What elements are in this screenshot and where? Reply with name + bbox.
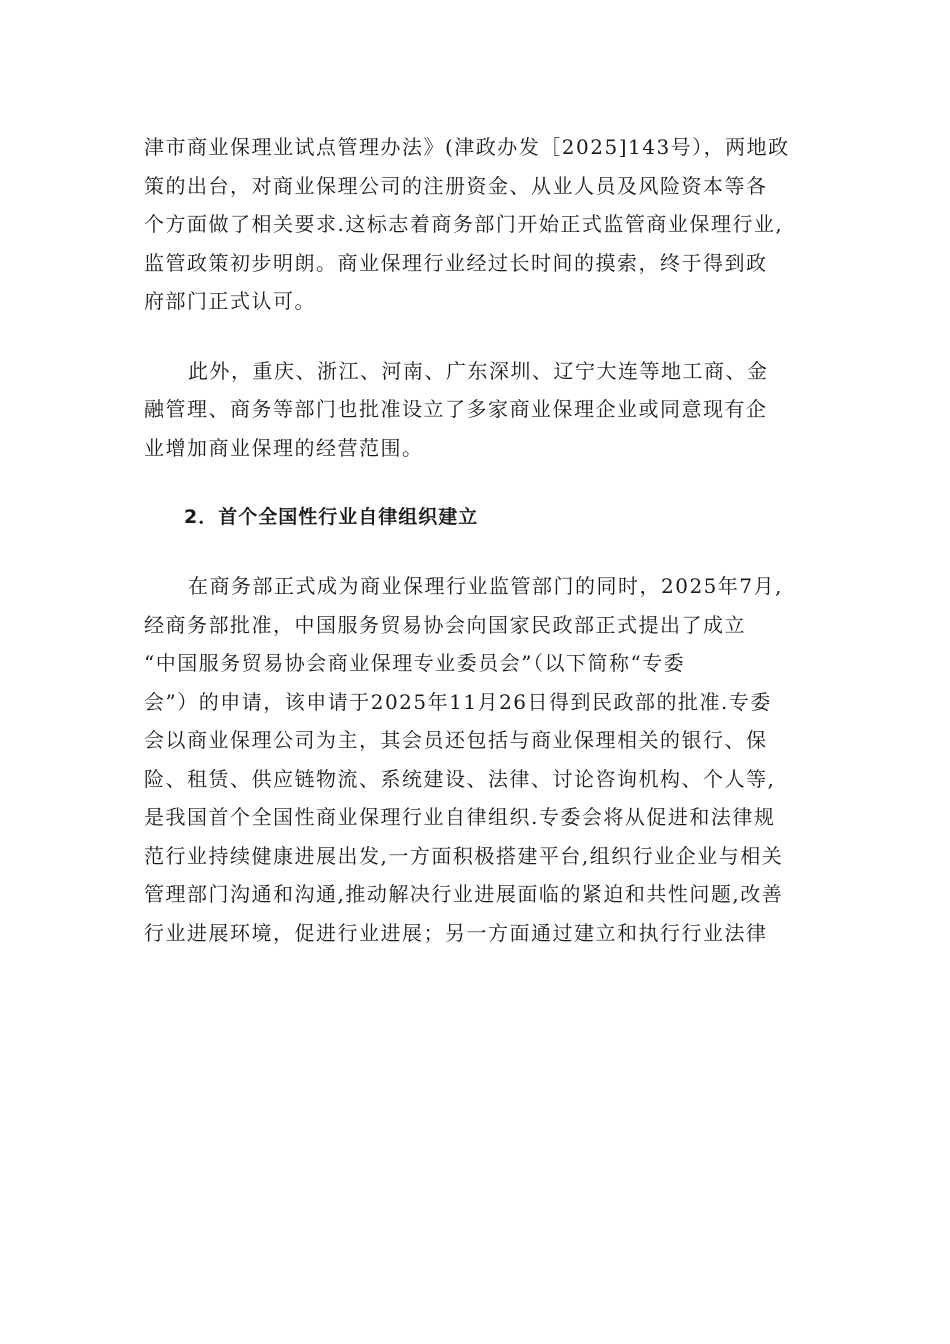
paragraph-regulation-continuation: [144, 134, 804, 315]
paragraph-gap: [144, 473, 804, 504]
section-heading: 2．首个全国性行业自律组织建立: [184, 506, 479, 528]
text-line: 监管政策初步明朗。商业保理行业经过长时间的摸索，终于得到政: [144, 250, 768, 275]
paragraph-other-regions: [144, 358, 804, 462]
text-line: 业增加商业保理的经营范围。: [144, 435, 424, 460]
paragraph-association-committee: [144, 573, 804, 947]
text-line: 行业进展环境，促进行业进展；另一方面通过建立和执行行业法律: [144, 920, 768, 945]
text-line: 融管理、商务等部门也批准设立了多家商业保理企业或同意现有企: [144, 397, 768, 421]
text-line: 津市商业保理业试点管理办法》(津政办发［2025]143号），两地政: [144, 135, 790, 159]
text-line: 会”）的申请，该申请于2025年11月26日得到民政部的批准.专委: [144, 689, 772, 714]
text-line: 此外，重庆、浙江、河南、广东深圳、辽宁大连等地工商、金: [188, 358, 769, 383]
text-line: 险、租赁、供应链物流、系统建设、法律、讨论咨询机构、个人等,: [144, 766, 776, 791]
text-line: 范行业持续健康进展出发,一方面积极搭建平台,组织行业企业与相关: [144, 843, 784, 868]
text-line: 经商务部批准，中国服务贸易协会向国家民政部正式提出了成立: [144, 612, 746, 637]
text-line: 管理部门沟通和沟通,推动解决行业进展面临的紧迫和共性问题,改善: [144, 882, 784, 906]
document-body: [144, 134, 804, 958]
text-line: 个方面做了相关要求.这标志着商务部门开始正式监管商业保理行业,: [144, 212, 784, 236]
paragraph-gap: [144, 327, 804, 358]
text-line: “中国服务贸易协会商业保理专业委员会”（以下简称“专委: [144, 651, 686, 675]
paragraph-gap: [144, 531, 804, 573]
text-line: 策的出台，对商业保理公司的注册资金、从业人员及风险资本等各: [144, 173, 768, 198]
text-line: 在商务部正式成为商业保理行业监管部门的同时，2025年7月,: [188, 574, 783, 598]
text-line: 是我国首个全国性商业保理行业自律组织.专委会将从促进和法律规: [144, 805, 776, 829]
text-line: 府部门正式认可。: [144, 289, 316, 313]
text-line: 会以商业保理公司为主，其会员还包括与商业保理相关的银行、保: [144, 728, 768, 752]
